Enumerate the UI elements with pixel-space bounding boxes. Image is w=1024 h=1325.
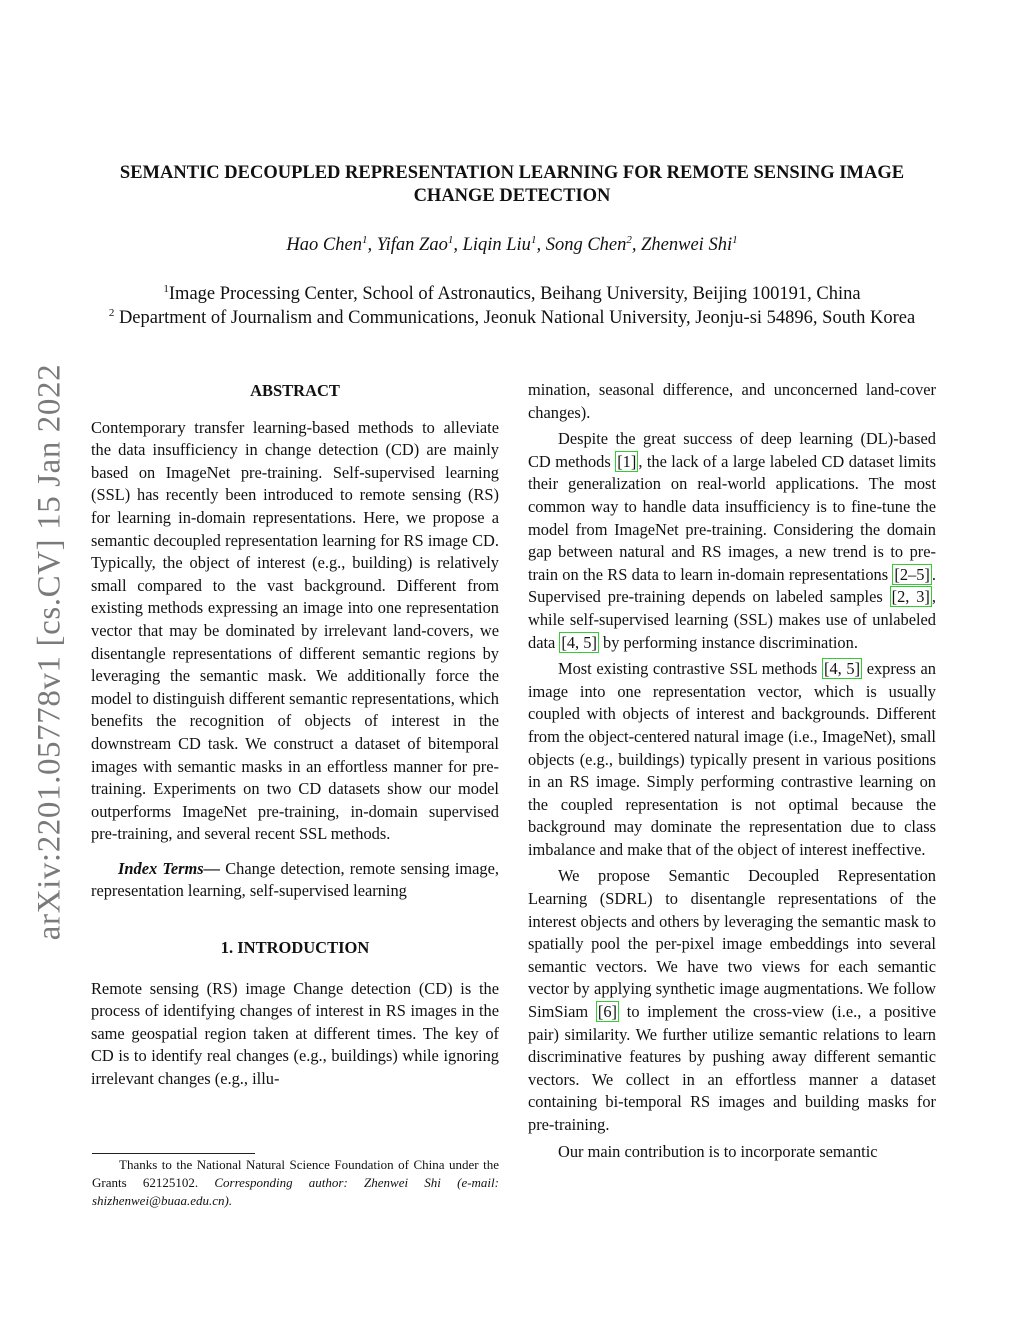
- footnote-rule: [92, 1153, 255, 1154]
- author: Zhenwei Shi: [641, 235, 733, 256]
- intro-paragraph-1: Remote sensing (RS) image Change detection (CD) is the process of identifying changes of interest in RS images in the same geospatial region taken at different times. The key of CD is to identify real changes (e.g., buildings) while ignoring irrelevant changes (e.g., illu-: [91, 978, 499, 1089]
- introduction-heading: 1. INTRODUCTION: [220, 938, 370, 958]
- author: Yifan Zao: [376, 235, 448, 256]
- text-run: express an image into one representation vector, which is usually coupled with objects of interest and backgrounds. Different from the object-centered natural image (i.e., ImageNet), small objects (e.g., buildings) typically present in various positions in an RS image. Simply performing contrastive learning on the coupled representation is not optimal because the background may dominate the representation due to class imbalance and make that of the object of interest ineffective.: [528, 659, 936, 859]
- index-terms-label: Index Terms—: [118, 858, 221, 878]
- paragraph-contrastive-ssl: [528, 658, 936, 861]
- title-line-2: CHANGE DETECTION: [413, 186, 611, 206]
- author-affil-mark: 2: [626, 234, 632, 246]
- text-run: , the lack of a large labeled CD dataset limits their generalization on real-world applications. The most common way to handle data insufficiency is to fine-tune the model from ImageNet pre-training. Considering the domain gap between natural and RS images, a new trend is to pre-train on the RS data to learn in-domain representations: [528, 451, 936, 584]
- affiliation-text: Image Processing Center, School of Astronautics, Beihang University, Beijing 100191, China: [168, 284, 861, 305]
- corresponding-author: Corresponding author: Zhenwei Shi (e-mail: shizhenwei@buaa.edu.cn).: [92, 1175, 499, 1208]
- citation-link[interactable]: [6]: [597, 1002, 618, 1022]
- author-affil-mark: 1: [361, 234, 368, 246]
- author-list: [80, 234, 944, 256]
- citation-link[interactable]: [4, 5]: [823, 659, 861, 679]
- abstract-heading: ABSTRACT: [250, 381, 340, 400]
- affiliation-2: [40, 307, 984, 329]
- text-run: by performing instance discrimination.: [598, 632, 858, 652]
- text-run: to implement the cross-view (i.e., a positive pair) similarity. We further utilize semantic relations to learn discriminative features by pushing away different semantic vectors. We collect in an effortless manner a dataset containing bi-temporal RS images and building masks for pre-training.: [528, 1002, 936, 1134]
- left-column: [91, 380, 499, 1091]
- index-terms: [91, 858, 499, 903]
- citation-link[interactable]: [1]: [617, 451, 637, 471]
- author-separator: ,: [453, 235, 463, 256]
- author: Liqin Liu: [462, 235, 531, 256]
- citation-link[interactable]: [2–5]: [894, 564, 930, 584]
- author-affil-mark: 1: [732, 234, 738, 246]
- right-column: [528, 379, 936, 1163]
- abstract-text: Contemporary transfer learning-based methods to alleviate the data insufficiency in change detection (CD) are mainly based on ImageNet pre-training. Self-supervised learning (SSL) has recently been introduced to remote sensing (RS) for learning in-domain representations. Here, we propose a semantic decoupled representation learning for RS image CD. Typically, the object of interest (e.g., building) is relatively small compared to the vast background. Different from existing methods expressing an image into one representation vector that may be dominated by irrelevant land-covers, we disentangle representations of different semantic regions by leveraging the semantic mask. We additionally force the model to distinguish different semantic representations, which benefits the recognition of objects of interest in the downstream CD task. We construct a dataset of bitemporal images with semantic masks in an effortless manner for pre-training. Experiments on two CD datasets show our model outperforms ImageNet pre-training, in-domain supervised pre-training, and several recent SSL methods.: [91, 417, 500, 844]
- affiliation-text: Department of Journalism and Communications, Jeonuk National University, Jeonju-si 54896, South Korea: [114, 308, 916, 329]
- author-separator: ,: [631, 235, 642, 256]
- affiliation-mark: 2: [108, 307, 115, 319]
- affiliation-mark: 1: [163, 283, 169, 295]
- index-terms-text: Change detection, remote sensing image, representation learning, self-supervised learning: [91, 858, 499, 901]
- text-run: We propose Semantic Decoupled Representation Learning (SDRL) to disentangle representations of the interest objects and others by leveraging the semantic mask to spatially pool the per-pixel image embeddings into several semantic vectors. We have two views for each semantic vector by applying synthetic image augmentations. We follow SimSiam: [528, 866, 936, 1022]
- author-affil-mark: 1: [530, 234, 537, 246]
- citation-link[interactable]: [4, 5]: [561, 632, 597, 652]
- paragraph-sdrl: [528, 865, 936, 1136]
- affiliation-1: [40, 283, 984, 305]
- footnote: [92, 1156, 499, 1210]
- paragraph-dl-cd: [528, 428, 936, 654]
- text-run: . Supervised pre-training depends on labeled samples: [528, 564, 936, 607]
- author-separator: ,: [367, 235, 377, 256]
- author: Hao Chen: [286, 235, 362, 256]
- citation-link[interactable]: [2, 3]: [891, 587, 930, 607]
- author: Song Chen: [545, 235, 627, 256]
- title-line-1: SEMANTIC DECOUPLED REPRESENTATION LEARNING FOR REMOTE SENSING IMAGE: [119, 163, 905, 183]
- arxiv-identifier: arXiv:2201.05778v1 [cs.CV] 15 Jan 2022: [31, 363, 68, 941]
- text-run: Most existing contrastive SSL methods: [558, 659, 822, 679]
- text-run: , while self-supervised learning (SSL) makes use of unlabeled data: [528, 587, 936, 652]
- footnote-text: Thanks to the National Natural Science Foundation of China under the Grants 62125102.: [92, 1157, 499, 1190]
- paper-title: [80, 162, 944, 208]
- author-separator: ,: [536, 235, 546, 256]
- author-affil-mark: 1: [447, 234, 454, 246]
- paragraph-contribution: Our main contribution is to incorporate semantic: [558, 1141, 878, 1161]
- text-run: Despite the great success of deep learning (DL)-based CD methods: [528, 429, 936, 471]
- paragraph-continued: mination, seasonal difference, and unconcerned land-cover changes).: [528, 380, 936, 422]
